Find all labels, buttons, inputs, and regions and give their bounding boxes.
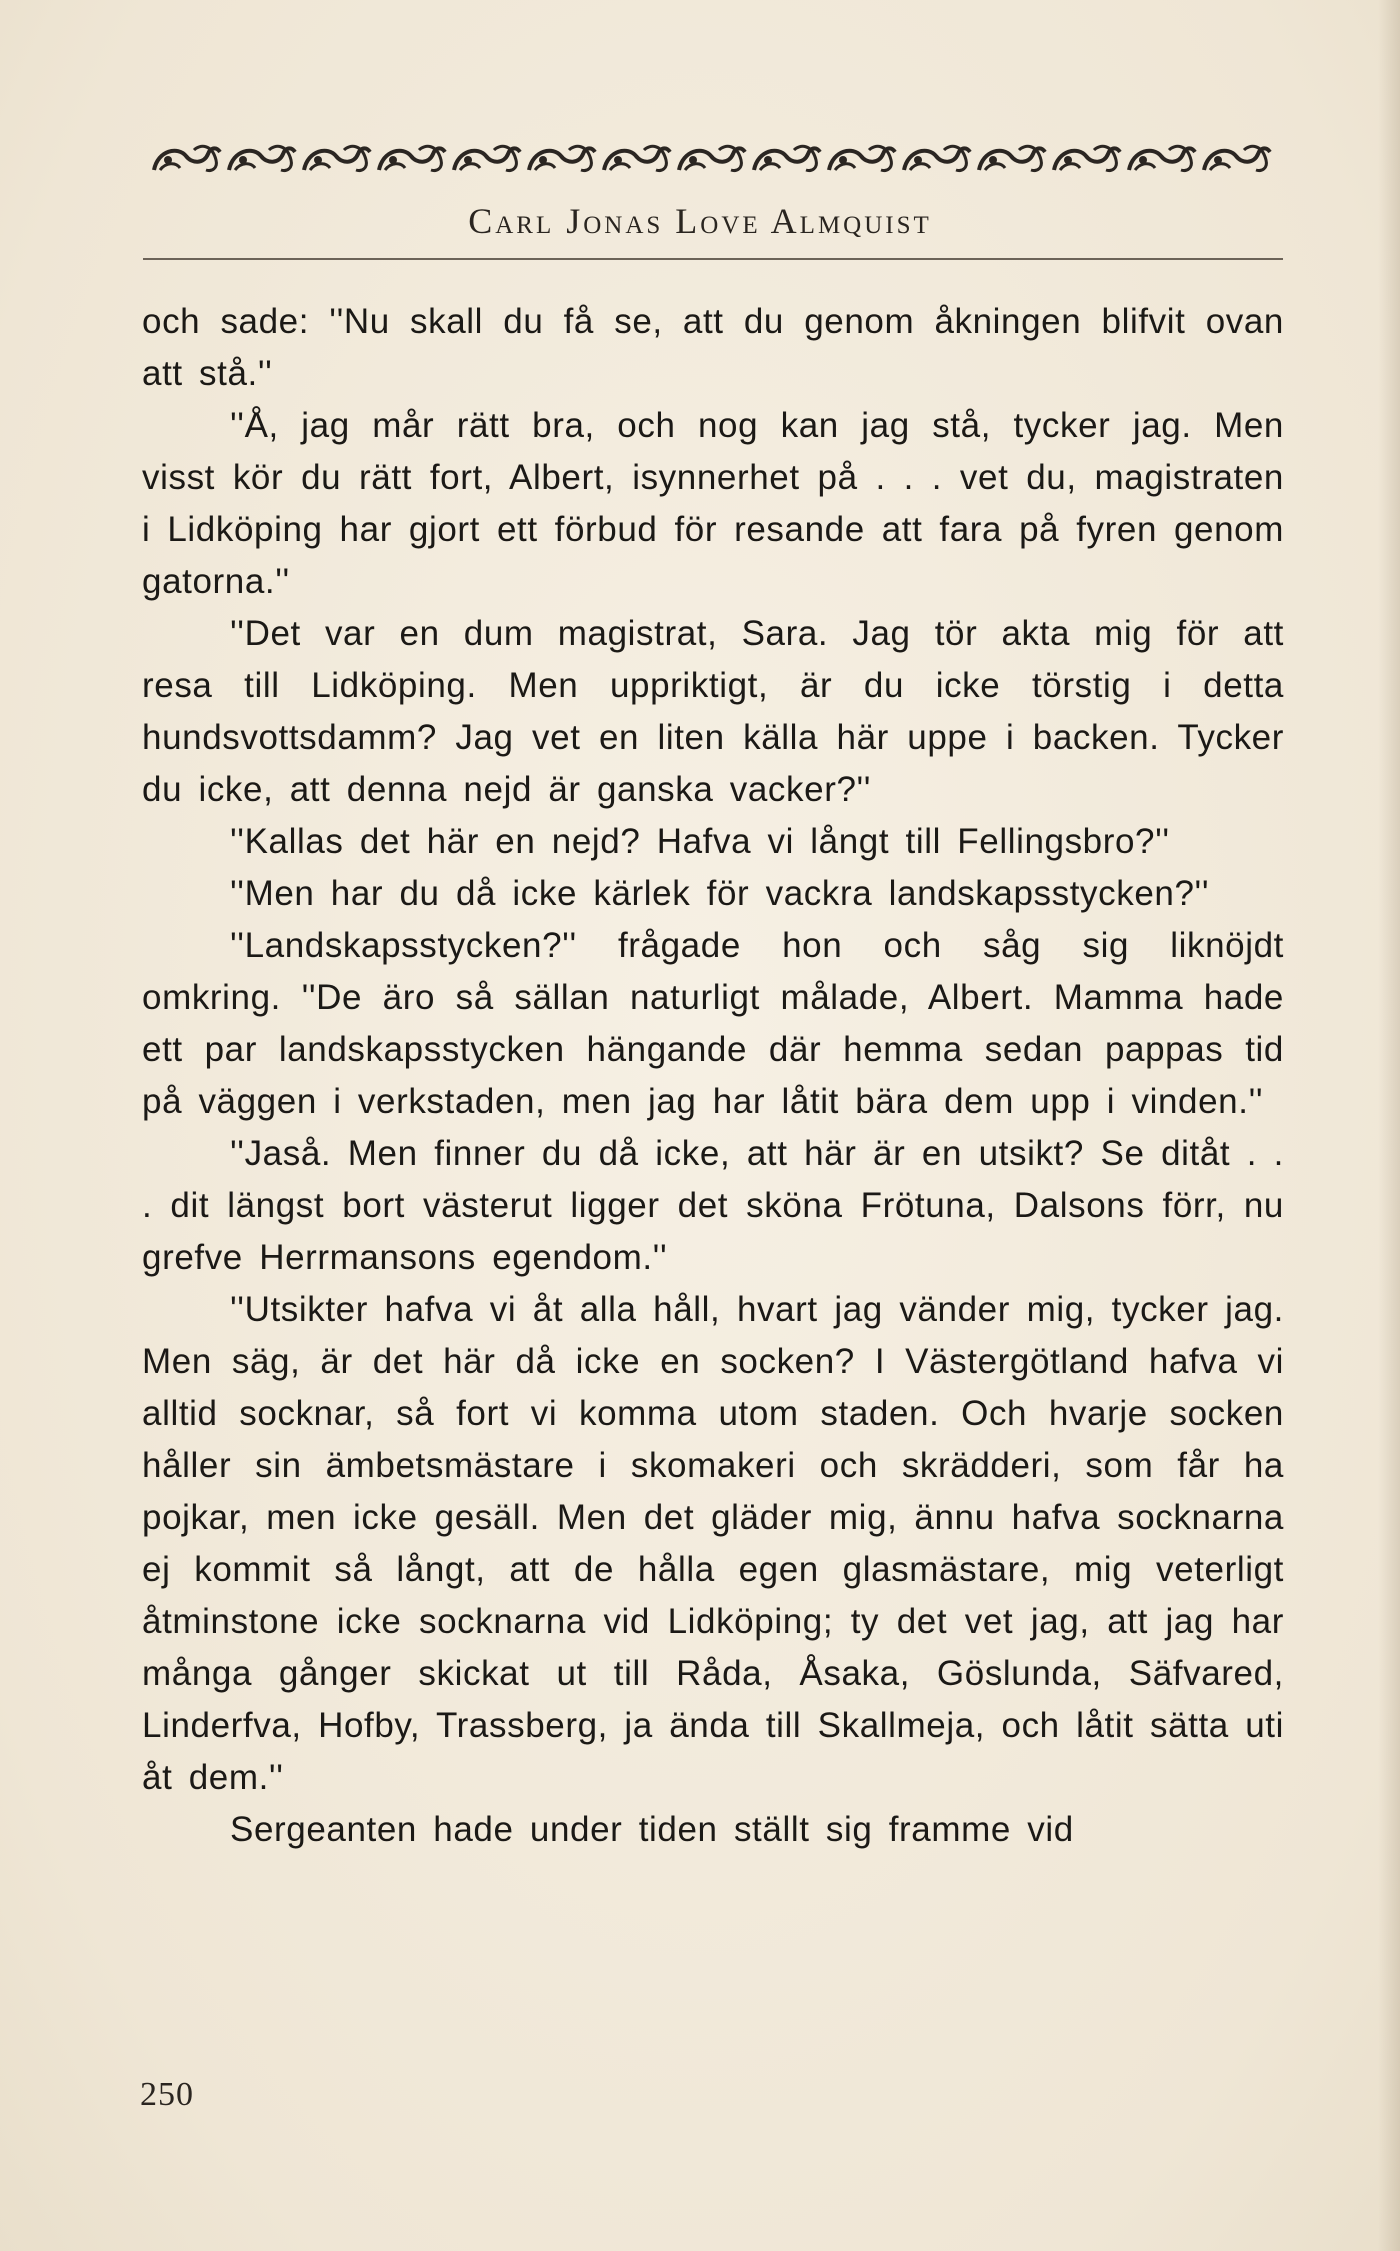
paragraph: ''Kallas det här en nejd? Hafva vi långt till Fellingsbro?'' [230, 822, 1170, 861]
paragraph: ''Landskapsstycken?'' frågade hon och såg sig liknöjdt omkring. ''De äro så sällan naturligt målade, Albert. Mamma hade ett par landskapsstycken hängande där hemma sedan pappas tid på väggen i verkstaden, men jag har låtit bära dem upp i vinden.'' [142, 926, 1284, 1121]
paragraph: ''Å, jag mår rätt bra, och nog kan jag stå, tycker jag. Men visst kör du rätt fort, Albert, isynnerhet på . . . vet du, magistraten i Lidköping har gjort ett förbud för resande att fara på fyren genom gatorna.'' [142, 406, 1284, 601]
paragraph: Sergeanten hade under tiden ställt sig framme vid [230, 1810, 1074, 1849]
running-head-author: Carl Jonas Love Almquist [468, 201, 932, 241]
paragraph: och sade: ''Nu skall du få se, att du genom åkningen blifvit ovan att stå.'' [142, 302, 1284, 393]
decorative-ornament-band [150, 140, 1280, 180]
paragraph: ''Jaså. Men finner du då icke, att här är en utsikt? Se ditåt . . . dit längst bort västerut ligger det sköna Frötuna, Dalsons förr, nu grefve Herrmansons egendom.'' [142, 1134, 1284, 1277]
header-rule [143, 258, 1283, 260]
paragraph: ''Men har du då icke kärlek för vackra landskapsstycken?'' [230, 874, 1210, 913]
paragraph: ''Utsikter hafva vi åt alla håll, hvart jag vänder mig, tycker jag. Men säg, är det här då icke en socken? I Västergötland hafva vi alltid socknar, så fort vi komma utom staden. Och hvarje socken håller sin ämbetsmästare i skomakeri och skrädderi, som får ha pojkar, men icke gesäll. Men det gläder mig, ännu hafva socknarna ej kommit så långt, att de hålla egen glasmästare, mig veterligt åtminstone icke socknarna vid Lidköping; ty det vet jag, att jag har många gånger skickat ut till Råda, Åsaka, Göslunda, Säfvared, Linderfva, Hofby, Trassberg, ja ända till Skallmeja, och låtit sätta uti åt dem.'' [142, 1290, 1284, 1797]
page-edge-shadow [1378, 0, 1400, 2251]
page-number: 250 [140, 2076, 194, 2113]
paragraph: ''Det var en dum magistrat, Sara. Jag tör akta mig för att resa till Lidköping. Men uppriktigt, är du icke törstig i detta hundsvottsdamm? Jag vet en liten källa här uppe i backen. Tycker du icke, att denna nejd är ganska vacker?'' [142, 614, 1284, 809]
body-text [142, 296, 1284, 1856]
